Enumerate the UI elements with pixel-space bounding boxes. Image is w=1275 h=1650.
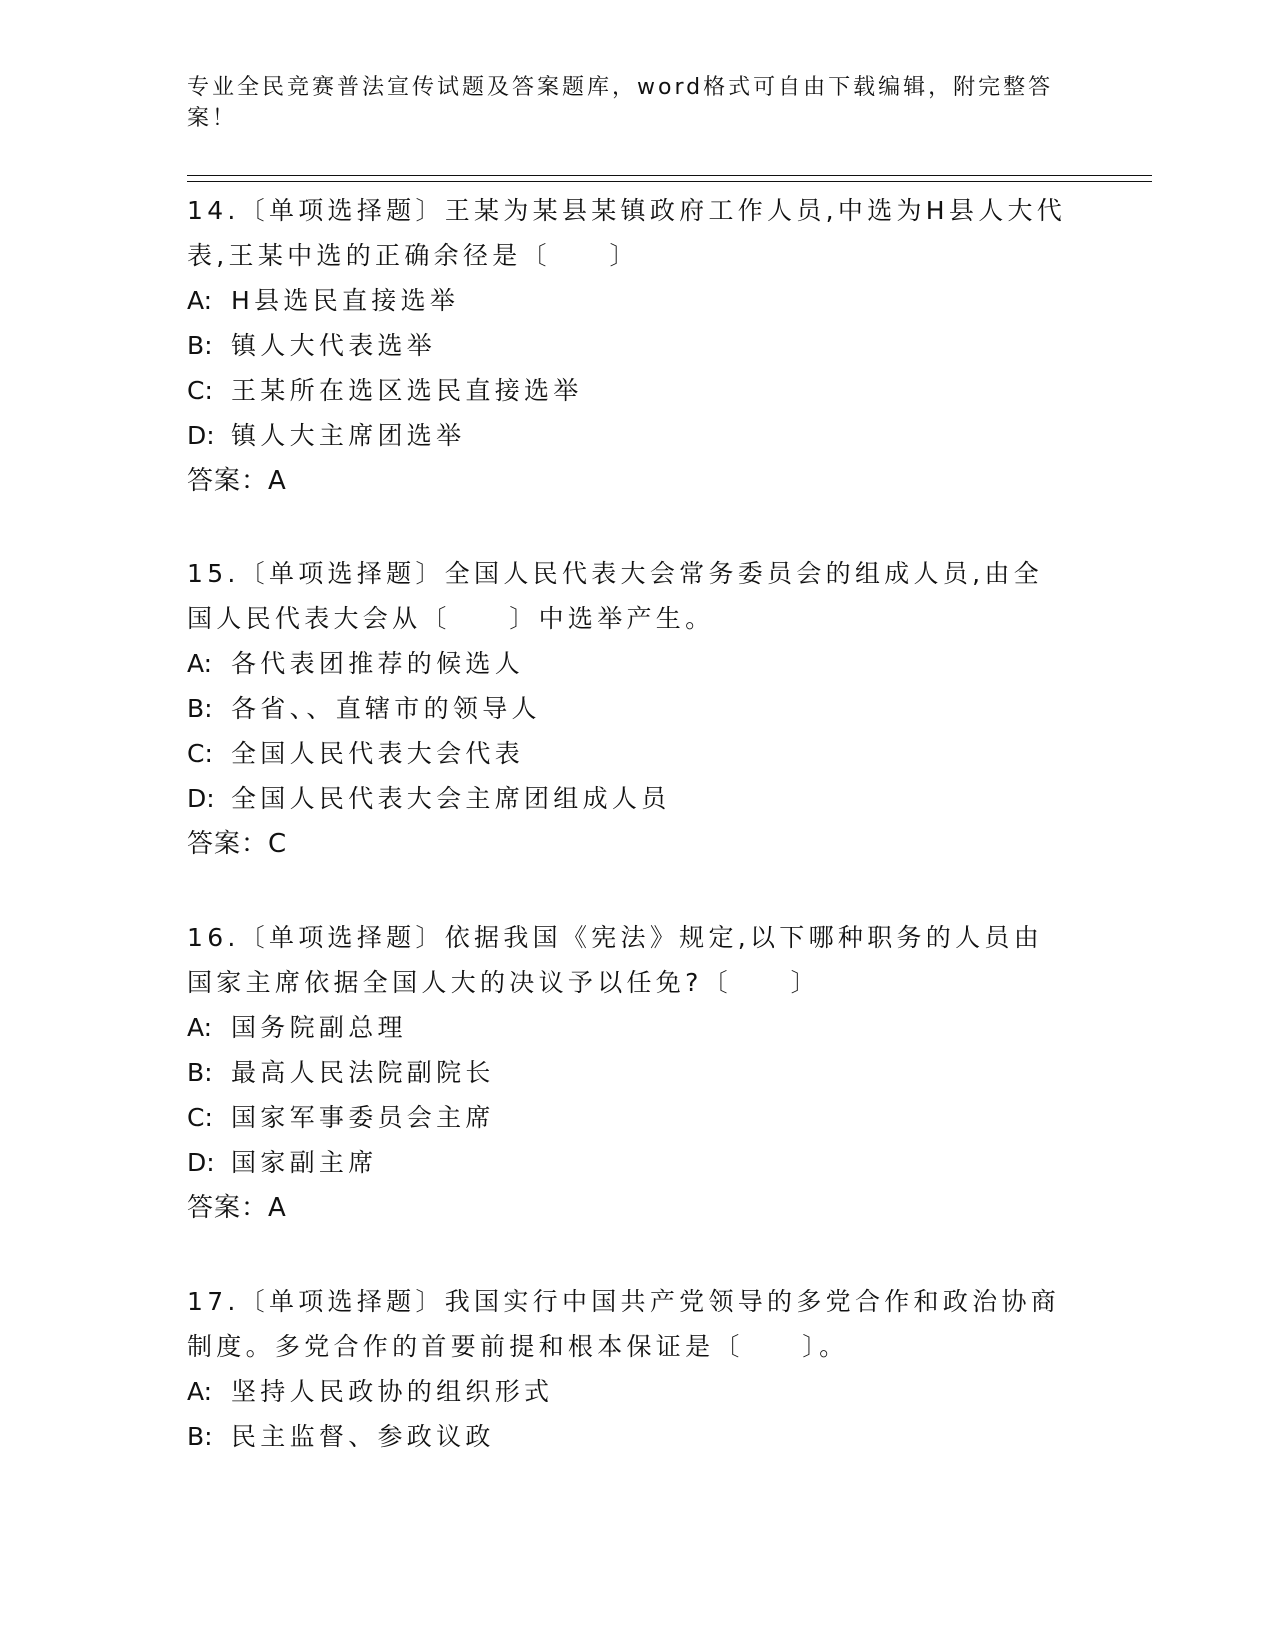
option-key: A:: [187, 1377, 213, 1406]
option-key: A:: [187, 286, 213, 315]
option-key: C:: [187, 376, 213, 405]
question-text: 15.〔单项选择题〕全国人民代表大会常务委员会的组成人员,由全国人民代表大会从〔 〕中选举产生。: [187, 559, 1044, 633]
question-text: 16.〔单项选择题〕依据我国《宪法》规定,以下哪种职务的人员由国家主席依据全国人大的决议予以任免?〔 〕: [187, 923, 1044, 997]
option-text: 镇人大代表选举: [231, 331, 437, 360]
option-key: D:: [187, 421, 215, 450]
option-text: 各省、、直辖市的领导人: [231, 694, 541, 723]
option-b: [187, 1050, 1067, 1095]
option-text: 坚持人民政协的组织形式: [231, 1377, 554, 1406]
option-a: [187, 278, 1067, 323]
answer-line: 答案：A: [187, 466, 287, 496]
option-key: A:: [187, 1013, 213, 1042]
option-d: [187, 1140, 1067, 1185]
question-text: 14.〔单项选择题〕王某为某县某镇政府工作人员,中选为H县人大代表,王某中选的正确余径是〔 〕: [187, 196, 1067, 270]
option-key: D:: [187, 784, 215, 813]
option-text: 各代表团推荐的候选人: [231, 649, 525, 678]
option-c: [187, 731, 1067, 776]
option-key: A:: [187, 649, 213, 678]
option-text: 国务院副总理: [231, 1013, 407, 1042]
header-rule-bottom: [187, 181, 1152, 182]
option-b: [187, 323, 1067, 368]
option-text: 全国人民代表大会代表: [231, 739, 525, 768]
option-key: B:: [187, 694, 213, 723]
option-text: 全国人民代表大会主席团组成人员: [231, 784, 671, 813]
option-text: 王某所在选区选民直接选举: [231, 376, 583, 405]
option-d: [187, 413, 1067, 458]
option-c: [187, 1095, 1067, 1140]
option-text: 民主监督、参政议政: [231, 1422, 495, 1451]
option-key: C:: [187, 739, 213, 768]
option-a: [187, 1005, 1067, 1050]
option-key: C:: [187, 1103, 213, 1132]
question-14: [187, 188, 1067, 504]
answer-line: 答案：C: [187, 829, 288, 859]
option-key: D:: [187, 1148, 215, 1177]
option-c: [187, 368, 1067, 413]
question-15: [187, 551, 1067, 867]
question-text: 17.〔单项选择题〕我国实行中国共产党领导的多党合作和政治协商制度。多党合作的首要前提和根本保证是〔 〕。: [187, 1287, 1061, 1361]
option-text: 国家军事委员会主席: [231, 1103, 495, 1132]
option-text: 镇人大主席团选举: [231, 421, 466, 450]
page-header: 专业全民竞赛普法宣传试题及答案题库，word格式可自由下载编辑，附完整答案！: [187, 75, 1054, 131]
option-key: B:: [187, 1422, 213, 1451]
question-17: [187, 1279, 1067, 1459]
option-b: [187, 1414, 1067, 1459]
option-text: 最高人民法院副院长: [231, 1058, 495, 1087]
option-a: [187, 1369, 1067, 1414]
option-text: H县选民直接选举: [231, 286, 460, 315]
answer-line: 答案：A: [187, 1193, 287, 1223]
question-16: [187, 915, 1067, 1231]
option-key: B:: [187, 331, 213, 360]
option-a: [187, 641, 1067, 686]
option-key: B:: [187, 1058, 213, 1087]
header-rule-top: [187, 175, 1152, 176]
option-text: 国家副主席: [231, 1148, 378, 1177]
option-b: [187, 686, 1067, 731]
option-d: [187, 776, 1067, 821]
